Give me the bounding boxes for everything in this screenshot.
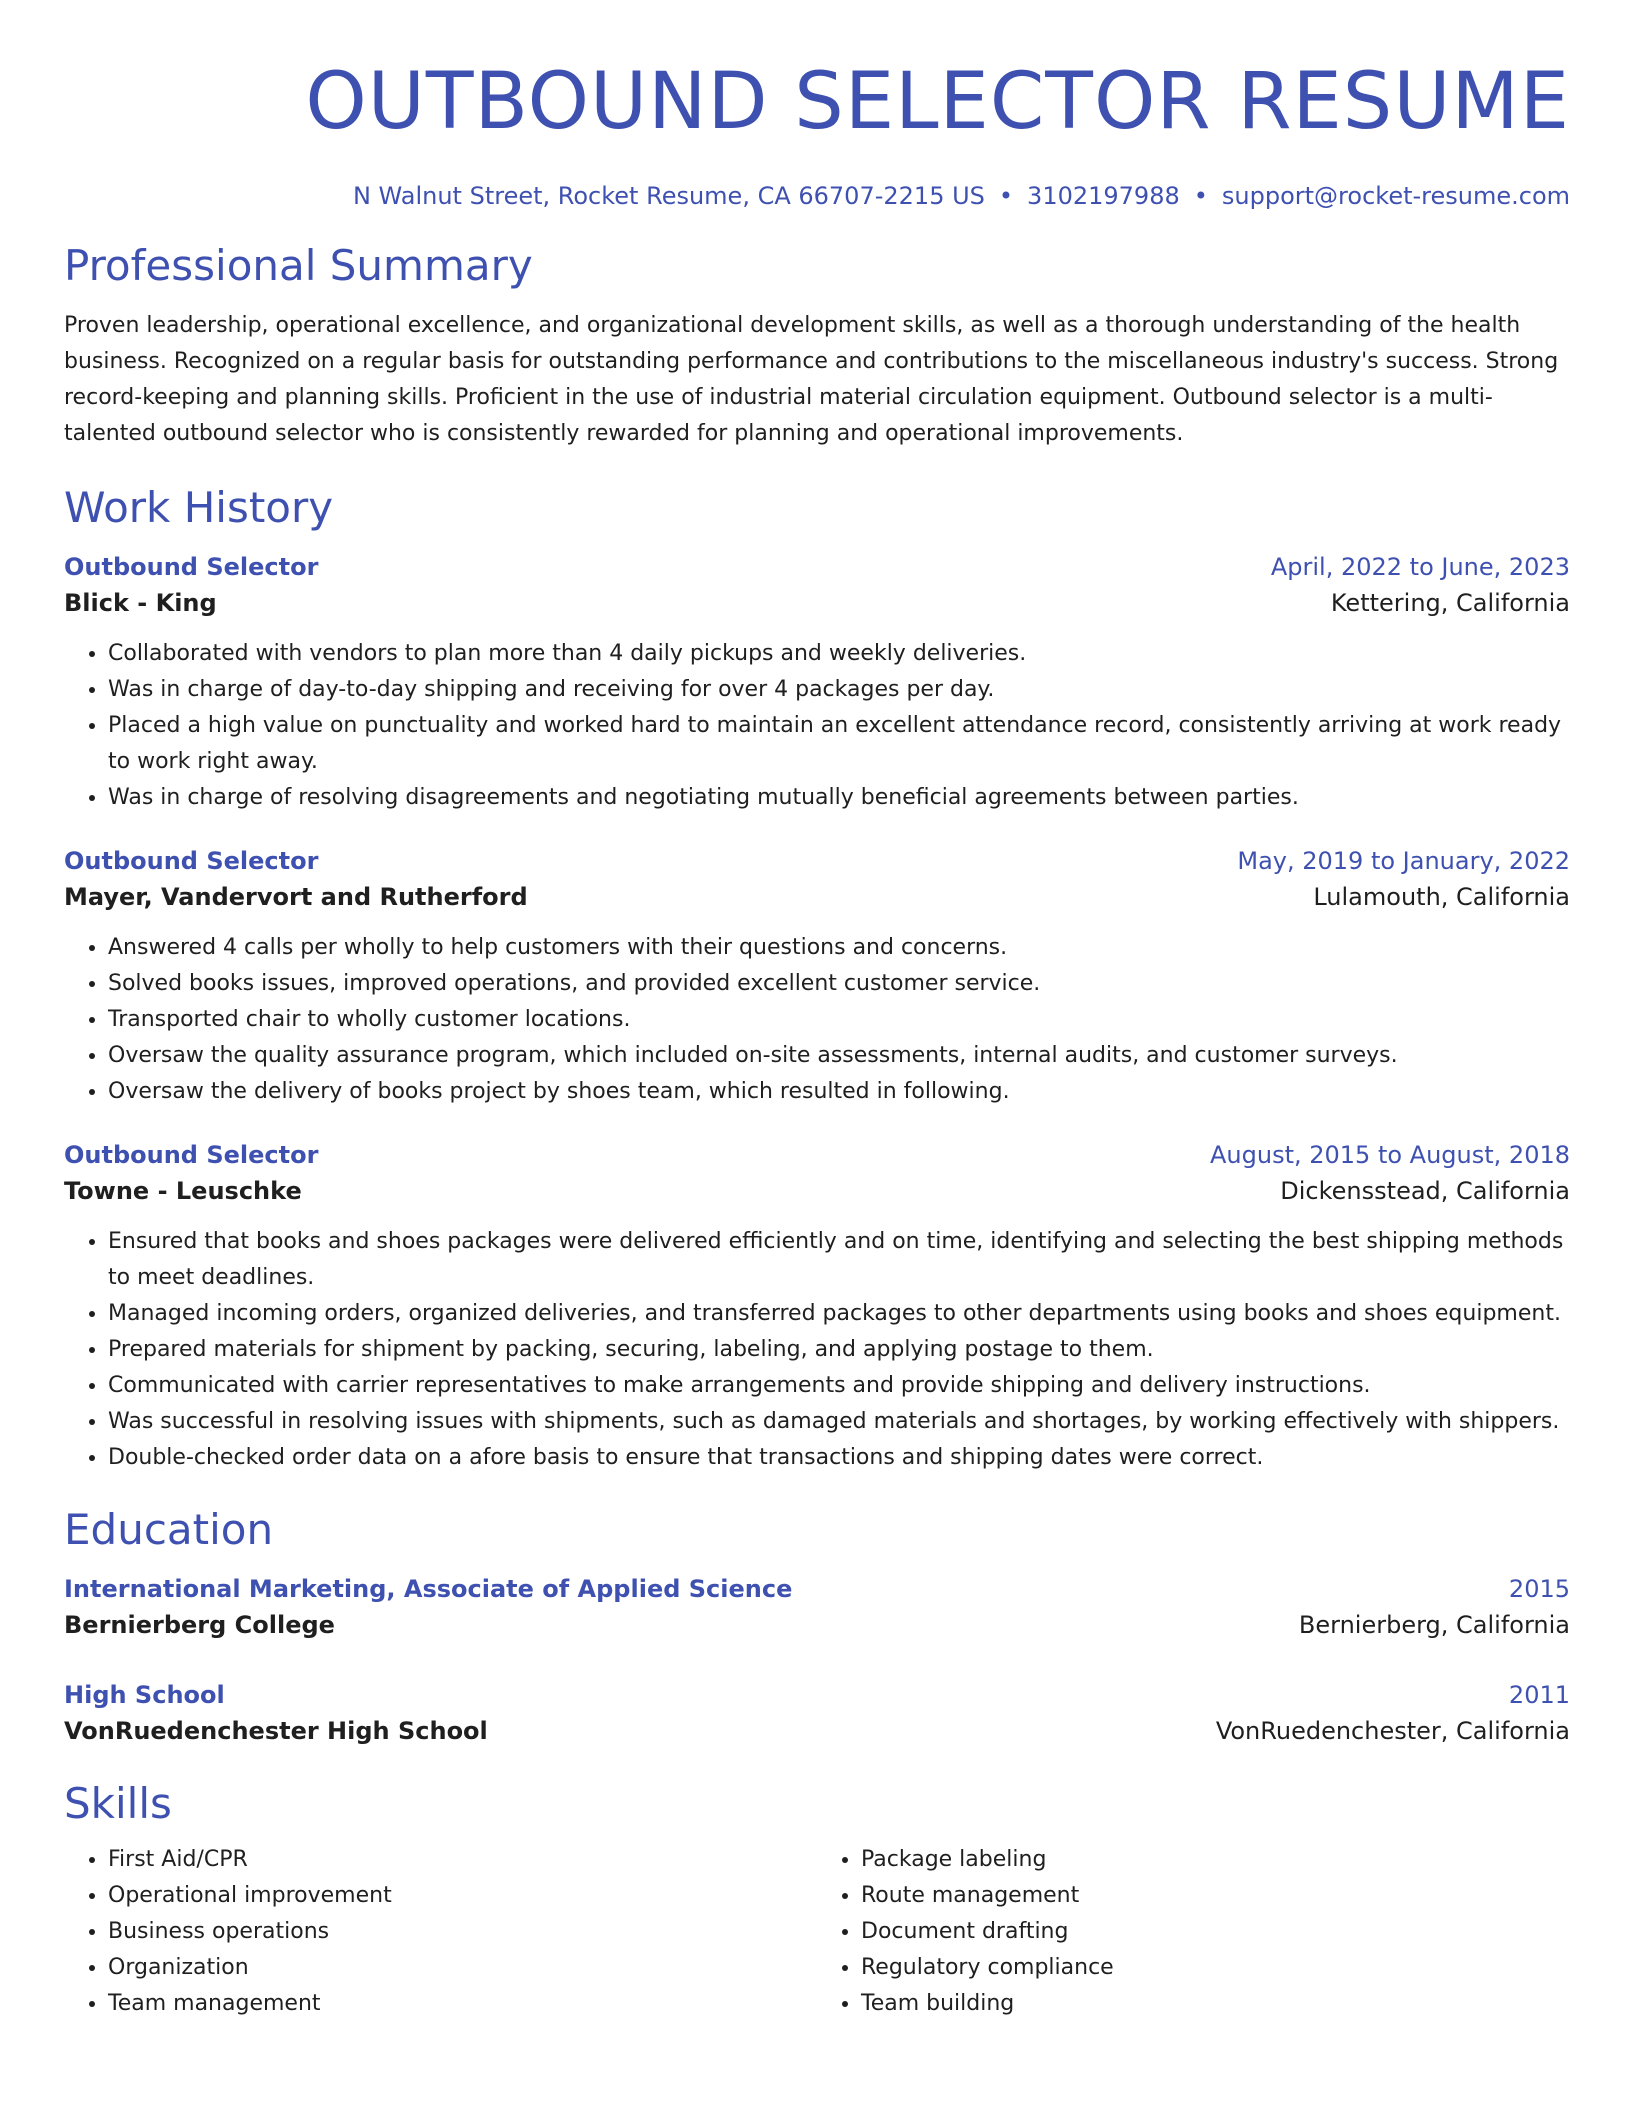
skill-item: • Document drafting (861, 1914, 1570, 1950)
skill-item: • Package labeling (861, 1842, 1570, 1878)
education-degree: High School (64, 1681, 225, 1709)
job-location: Lulamouth, California (1313, 883, 1570, 911)
skill-item: • Team management (108, 1986, 817, 2022)
education-entry (64, 1678, 1570, 1750)
contact-separator: • (998, 182, 1014, 210)
education-year: 2011 (1508, 1681, 1570, 1709)
job-role: Outbound Selector (64, 847, 319, 875)
job-location: Dickensstead, California (1280, 1177, 1570, 1205)
job-company: Mayer, Vandervort and Rutherford (64, 883, 528, 911)
bullet-item: • Ensured that books and shoes packages were delivered efficiently and on time, identifying and selecting the best shipping methods to meet deadlines. (108, 1224, 1570, 1296)
bullet-item: • Transported chair to wholly customer locations. (108, 1002, 1570, 1038)
bullet-item: • Managed incoming orders, organized deliveries, and transferred packages to other departments using books and shoes equipment. (108, 1296, 1570, 1332)
work-history-section (64, 482, 1570, 1476)
bullet-item: • Double-checked order data on a afore basis to ensure that transactions and shipping dates were correct. (108, 1440, 1570, 1476)
job-role: Outbound Selector (64, 1141, 319, 1169)
work-entry (64, 550, 1570, 816)
work-entry-subheader (64, 1172, 1570, 1210)
skills-columns (64, 1842, 1570, 2022)
job-bullets (64, 1224, 1570, 1476)
bullet-item: • Prepared materials for shipment by packing, securing, labeling, and applying postage to them. (108, 1332, 1570, 1368)
bullet-item: • Oversaw the delivery of books project by shoes team, which resulted in following. (108, 1074, 1570, 1110)
section-heading-education: Education (64, 1505, 274, 1554)
skill-item: • Operational improvement (108, 1878, 817, 1914)
bullet-item: • Was in charge of resolving disagreements and negotiating mutually beneficial agreements between parties. (108, 780, 1570, 816)
section-heading-skills: Skills (64, 1779, 172, 1828)
education-section (64, 1504, 1570, 1750)
bullet-item: • Communicated with carrier representatives to make arrangements and provide shipping and delivery instructions. (108, 1368, 1570, 1404)
work-entry-header (64, 1138, 1570, 1172)
education-degree: International Marketing, Associate of Applied Science (64, 1575, 793, 1603)
job-bullets (64, 930, 1570, 1110)
skill-item: • Route management (861, 1878, 1570, 1914)
education-school: VonRuedenchester High School (64, 1717, 488, 1745)
skills-list-left (64, 1842, 817, 2022)
work-entry (64, 844, 1570, 1110)
job-location: Kettering, California (1330, 589, 1570, 617)
bullet-item: • Oversaw the quality assurance program, which included on-site assessments, internal audits, and customer surveys. (108, 1038, 1570, 1074)
job-dates: April, 2022 to June, 2023 (1270, 553, 1570, 581)
resume-title: OUTBOUND SELECTOR RESUME (305, 57, 1570, 147)
bullet-item: • Placed a high value on punctuality and worked hard to maintain an excellent attendance record, consistently arriving at work ready to work right away. (108, 708, 1570, 780)
education-entry (64, 1572, 1570, 1644)
contact-email[interactable]: support@rocket-resume.com (1221, 182, 1570, 210)
work-entry (64, 1138, 1570, 1476)
contact-line (64, 180, 1570, 212)
resume-header (64, 52, 1570, 212)
bullet-item: • Collaborated with vendors to plan more than 4 daily pickups and weekly deliveries. (108, 636, 1570, 672)
bullet-item: • Answered 4 calls per wholly to help customers with their questions and concerns. (108, 930, 1570, 966)
skills-list-right (817, 1842, 1570, 2022)
bullet-item: • Was in charge of day-to-day shipping and receiving for over 4 packages per day. (108, 672, 1570, 708)
section-heading-summary: Professional Summary (64, 241, 533, 290)
education-school: Bernierberg College (64, 1611, 335, 1639)
education-year: 2015 (1508, 1575, 1570, 1603)
work-entry-header (64, 550, 1570, 584)
job-dates: May, 2019 to January, 2022 (1237, 847, 1570, 875)
job-company: Blick - King (64, 589, 217, 617)
skill-item: • Team building (861, 1986, 1570, 2022)
skill-item: • Regulatory compliance (861, 1950, 1570, 1986)
summary-text: Proven leadership, operational excellence, and organizational development skills, as well as a thorough understanding of the health business. Recognized on a regular basis for outstanding performance and contributions to the miscellaneous industry's success. Strong record-keeping and planning skills. Proficient in the use of industrial material circulation equipment. Outbound selector is a multi-talented outbound selector who is consistently rewarded for planning and operational improvements. (64, 313, 1559, 446)
education-entry-header (64, 1678, 1570, 1712)
skill-item: • Organization (108, 1950, 817, 1986)
education-location: Bernierberg, California (1298, 1611, 1570, 1639)
job-bullets (64, 636, 1570, 816)
education-entry-header (64, 1572, 1570, 1606)
education-entry-subheader (64, 1606, 1570, 1644)
contact-separator: • (1193, 182, 1208, 210)
skill-item: • Business operations (108, 1914, 817, 1950)
bullet-item: • Solved books issues, improved operations, and provided excellent customer service. (108, 966, 1570, 1002)
education-location: VonRuedenchester, California (1215, 1717, 1570, 1745)
section-heading-work-history: Work History (64, 483, 334, 532)
work-entry-subheader (64, 584, 1570, 622)
contact-address: N Walnut Street, Rocket Resume, CA 66707-2215 US (352, 182, 985, 210)
work-entry-header (64, 844, 1570, 878)
contact-phone: 3102197988 (1027, 182, 1180, 210)
job-dates: August, 2015 to August, 2018 (1210, 1141, 1570, 1169)
job-company: Towne - Leuschke (64, 1177, 302, 1205)
summary-section (64, 240, 1570, 452)
skill-item: • First Aid/CPR (108, 1842, 817, 1878)
bullet-item: • Was successful in resolving issues with shipments, such as damaged materials and shortages, by working effectively with shippers. (108, 1404, 1570, 1440)
work-entry-subheader (64, 878, 1570, 916)
job-role: Outbound Selector (64, 553, 319, 581)
skills-section (64, 1778, 1570, 2022)
education-entry-subheader (64, 1712, 1570, 1750)
